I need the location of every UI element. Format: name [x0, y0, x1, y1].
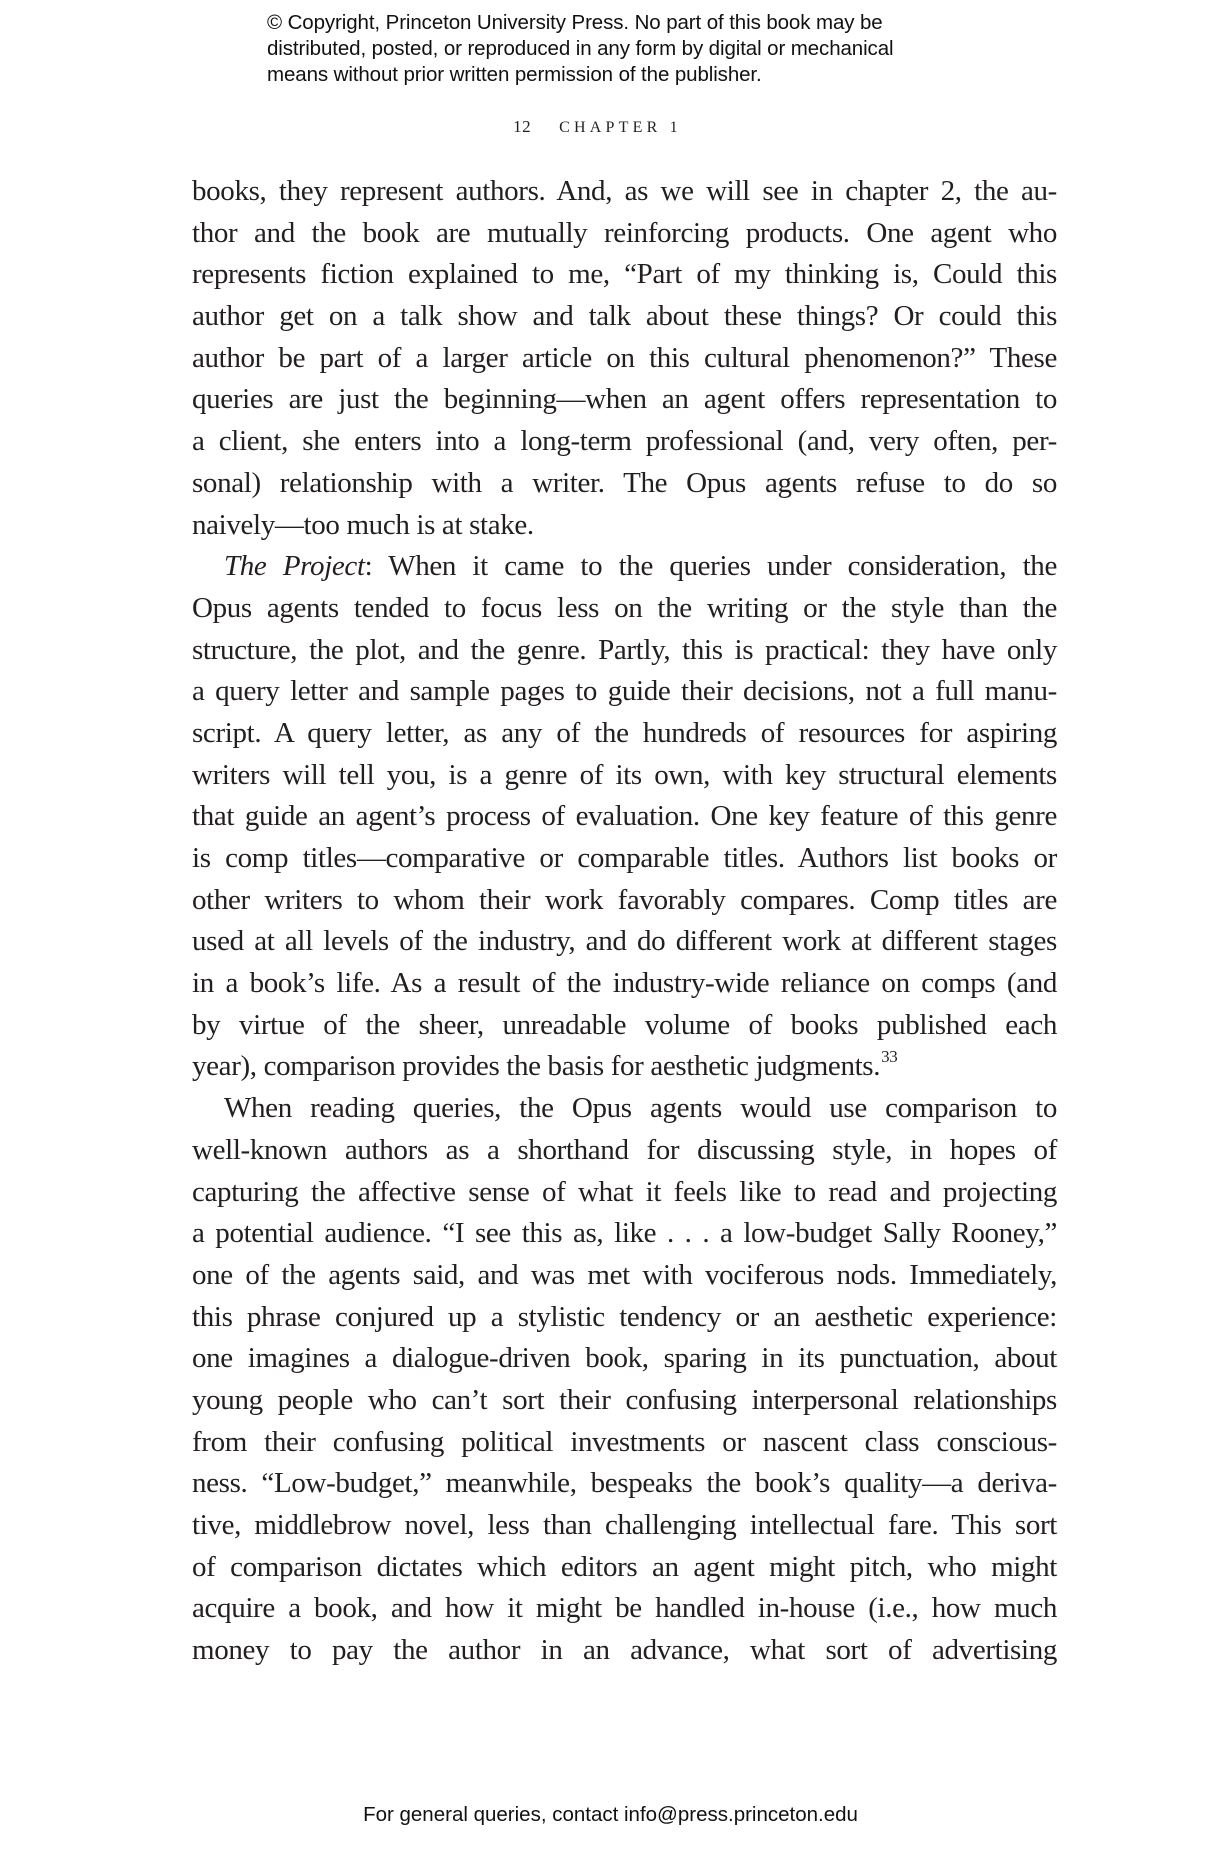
text-line	[192, 1338, 1057, 1380]
text-line-content: represents fiction explained to me, “Part of my thinking is, Could this	[192, 258, 1057, 291]
text-line-content: in a book’s life. As a result of the industry-wide reliance on comps (and	[192, 967, 1057, 1000]
text-line	[192, 1505, 1057, 1547]
text-line	[192, 1130, 1057, 1172]
text-line-content: a query letter and sample pages to guide their decisions, not a full manu-	[192, 675, 1057, 708]
text-line-content: other writers to whom their work favorably compares. Comp titles are	[192, 883, 1057, 916]
body-text	[192, 171, 1057, 1672]
text-line	[192, 213, 1057, 255]
text-line	[192, 296, 1057, 338]
text-line-content: young people who can’t sort their confusing interpersonal relationships	[192, 1383, 1057, 1416]
text-line-content: books, they represent authors. And, as we will see in chapter 2, the au-	[192, 175, 1057, 207]
text-line	[192, 1005, 1057, 1047]
text-line-content: writers will tell you, is a genre of its own, with key structural elements	[192, 758, 1057, 791]
text-line-content: this phrase conjured up a stylistic tendency or an aesthetic experience:	[192, 1300, 1057, 1333]
text-line	[192, 1046, 1057, 1088]
text-line-content: that guide an agent’s process of evaluation. One key feature of this genre	[192, 800, 1057, 833]
text-run: : When it came to the queries under consideration, the	[364, 550, 1057, 583]
text-line-content: tive, middlebrow novel, less than challenging intellectual fare. This sort	[192, 1509, 1057, 1541]
text-line	[192, 1255, 1057, 1297]
text-line	[192, 671, 1057, 713]
text-line-content: naively—too much is at stake.	[192, 508, 534, 541]
text-line	[192, 838, 1057, 880]
text-line-content: author get on a talk show and talk about these things? Or could this	[192, 300, 1057, 333]
chapter-label: CHAPTER 1	[559, 119, 682, 136]
text-line-content: used at all levels of the industry, and do different work at different stages	[192, 925, 1057, 958]
text-line-content: capturing the affective sense of what it feels like to read and projecting	[192, 1175, 1057, 1208]
text-line-content: script. A query letter, as any of the hundreds of resources for aspiring	[192, 716, 1057, 749]
copyright-line: © Copyright, Princeton University Press. No part of this book may be	[267, 11, 883, 34]
text-line	[192, 379, 1057, 421]
text-line	[192, 1213, 1057, 1255]
text-run: year), comparison provides the basis for aesthetic judgments.	[192, 1050, 881, 1083]
text-line	[192, 171, 1057, 213]
text-line-content: thor and the book are mutually reinforcing products. One agent who	[192, 216, 1057, 249]
text-line-content: well-known authors as a shorthand for discussing style, in hopes of	[192, 1133, 1057, 1166]
text-line	[192, 546, 1057, 588]
paragraph-the-project	[192, 546, 1057, 1088]
text-line-content: from their confusing political investments or nascent class conscious-	[192, 1425, 1057, 1458]
text-line	[192, 796, 1057, 838]
text-line-content: by virtue of the sheer, unreadable volume of books published each	[192, 1008, 1057, 1041]
text-line	[192, 713, 1057, 755]
text-line	[192, 1422, 1057, 1464]
text-line	[192, 880, 1057, 922]
copyright-line: means without prior written permission of the publisher.	[267, 63, 762, 86]
text-line	[192, 254, 1057, 296]
text-line-content: sonal) relationship with a writer. The Opus agents refuse to do so	[192, 466, 1057, 499]
text-line-content: structure, the plot, and the genre. Partly, this is practical: they have only	[192, 633, 1057, 666]
text-line	[192, 421, 1057, 463]
contact-text: For general queries, contact info@press.princeton.edu	[363, 1803, 858, 1826]
running-head	[0, 116, 1225, 139]
text-line-content: one imagines a dialogue-driven book, sparing in its punctuation, about	[192, 1342, 1057, 1375]
text-line-content	[192, 1046, 1057, 1088]
text-line	[192, 1380, 1057, 1422]
text-line	[192, 1588, 1057, 1630]
text-line	[192, 1297, 1057, 1339]
text-line-content: a client, she enters into a long-term professional (and, very often, per-	[192, 425, 1057, 458]
text-line	[192, 1172, 1057, 1214]
footer-contact	[0, 1802, 1225, 1828]
text-line	[192, 1547, 1057, 1589]
text-line-content: acquire a book, and how it might be handled in-house (i.e., how much	[192, 1592, 1057, 1625]
text-line-content	[224, 546, 1057, 588]
text-line	[192, 463, 1057, 505]
text-line	[192, 588, 1057, 630]
text-line-content: a potential audience. “I see this as, like . . . a low-budget Sally Rooney,”	[192, 1217, 1057, 1250]
text-line-content: money to pay the author in an advance, what sort of advertising	[192, 1634, 1057, 1667]
text-line-content: of comparison dictates which editors an agent might pitch, who might	[192, 1550, 1057, 1583]
copyright-notice	[267, 10, 987, 88]
text-line	[192, 1463, 1057, 1505]
text-line	[192, 630, 1057, 672]
text-line-content: queries are just the beginning—when an agent offers representation to	[192, 383, 1057, 416]
page-number: 12	[513, 117, 532, 136]
run-in-heading: The Project	[224, 550, 365, 583]
text-line	[192, 505, 1057, 547]
text-line	[192, 338, 1057, 380]
text-line-content: is comp titles—comparative or comparable titles. Authors list books or	[192, 842, 1057, 874]
text-line-content: Opus agents tended to focus less on the writing or the style than the	[192, 591, 1057, 624]
paragraph-continued	[192, 171, 1057, 546]
text-line-content: ness. “Low-budget,” meanwhile, bespeaks the book’s quality—a deriva-	[192, 1467, 1057, 1500]
text-line	[192, 963, 1057, 1005]
copyright-line: distributed, posted, or reproduced in any form by digital or mechanical	[267, 37, 894, 60]
text-line-content: one of the agents said, and was met with vociferous nods. Immediately,	[192, 1258, 1057, 1291]
text-line-content: When reading queries, the Opus agents would use comparison to	[224, 1092, 1057, 1125]
text-line	[192, 1088, 1057, 1130]
text-line	[192, 755, 1057, 797]
text-line-content: author be part of a larger article on this cultural phenomenon?” These	[192, 341, 1057, 374]
text-line	[192, 921, 1057, 963]
text-line	[192, 1630, 1057, 1672]
footnote-reference[interactable]: 33	[881, 1047, 898, 1067]
paragraph-comparison	[192, 1088, 1057, 1672]
